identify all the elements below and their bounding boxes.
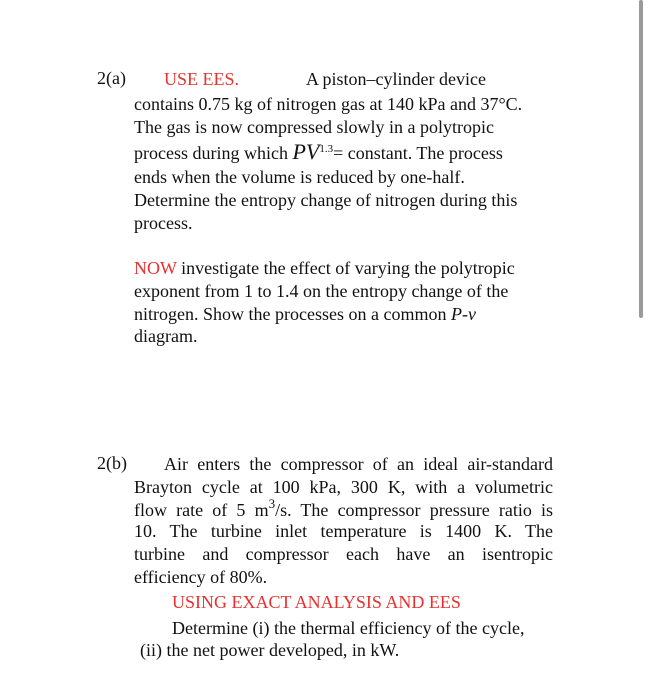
scrollbar[interactable]	[639, 0, 643, 318]
process-suffix: = constant. The process	[333, 143, 503, 163]
problem-a-line-11: diagram.	[134, 326, 198, 346]
problem-b-label: 2(b)	[97, 453, 127, 473]
now-label: NOW	[134, 258, 177, 278]
problem-a-line-1: A piston–cylinder device	[306, 69, 486, 89]
using-exact-analysis-heading: USING EXACT ANALYSIS AND EES	[172, 592, 461, 612]
problem-a-line-3: The gas is now compressed slowly in a polytropic	[134, 117, 494, 137]
flow-superscript: 3	[268, 496, 276, 511]
polytropic-formula: PV	[292, 139, 320, 164]
problem-b-line-4: 10. The turbine inlet temperature is 1400 K. The	[134, 521, 553, 541]
pv-diagram-label: P-v	[450, 304, 476, 324]
process-prefix: process during which	[134, 143, 293, 163]
pv-prefix: nitrogen. Show the processes on a common	[134, 304, 451, 324]
problem-a-line-7: process.	[134, 213, 193, 233]
problem-a-line-6: Determine the entropy change of nitrogen during this	[134, 190, 518, 210]
problem-b-line-6: efficiency of 80%.	[134, 567, 268, 587]
problem-a-line-4	[134, 141, 503, 167]
flow-suffix: /s. The compressor pressure ratio is	[275, 500, 553, 520]
problem-b-line-2: Brayton cycle at 100 kPa, 300 K, with a volumetric	[134, 477, 553, 497]
problem-a-now-line	[134, 257, 515, 279]
problem-a-label: 2(a)	[97, 68, 126, 88]
problem-a-line-9: exponent from 1 to 1.4 on the entropy change of the	[134, 281, 509, 301]
problem-b-line-5: turbine and compressor each have an isentropic	[134, 544, 553, 564]
problem-b-determine: Determine (i) the thermal efficiency of the cycle,	[172, 618, 525, 638]
polytropic-exponent: 1.3	[319, 143, 334, 155]
problem-b-final: (ii) the net power developed, in kW.	[140, 640, 400, 660]
now-rest: investigate the effect of varying the polytropic	[176, 258, 515, 278]
problem-b-line-1: Air enters the compressor of an ideal air-standard	[164, 454, 553, 474]
problem-a-line-10	[134, 303, 476, 325]
problem-a-line-2: contains 0.75 kg of nitrogen gas at 140 kPa and 37°C.	[134, 94, 523, 114]
problem-a-line-5: ends when the volume is reduced by one-half.	[134, 167, 465, 187]
flow-prefix: flow rate of 5 m	[134, 500, 269, 520]
use-ees-heading: USE EES.	[164, 69, 240, 89]
